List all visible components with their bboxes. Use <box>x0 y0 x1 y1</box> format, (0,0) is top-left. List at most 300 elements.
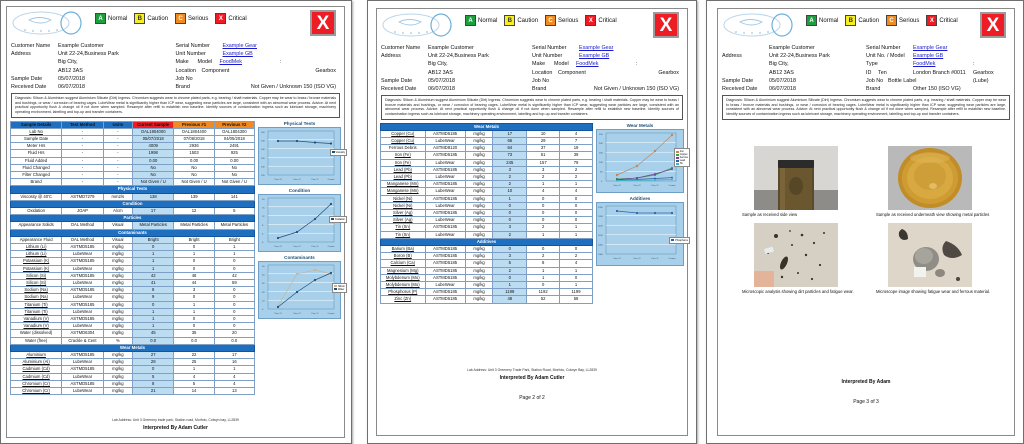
chart-legend <box>332 283 347 293</box>
field-value: 06/07/2018 <box>769 85 796 92</box>
cell-value: 41 <box>132 279 173 286</box>
photo-caption: Microscope image showing fatigue wear and ferrous material. <box>876 288 991 294</box>
chart-legend <box>674 148 690 167</box>
cell-value: 0 <box>527 281 560 288</box>
cell-value: 73 <box>493 152 527 159</box>
cell-value: A/cm <box>103 207 132 214</box>
cell-value: No <box>132 171 173 178</box>
cell-value: mg/kg <box>103 366 132 373</box>
diagnosis-text: Diagnosis: Silicon & Aluminium suggest Aluminium Silicate (Dirt) Ingress. Chromium suggests wear to chrome plated parts, e.g. bearing / shaft materials. Copper may be wear to brass / bronze materials and bushings, or wear / corrosion of bearing cages. LubeWear metal is significantly higher than ICP wear, suggesting wear particles are large, consistent with an abnormal wear process. Advice: At next practical opportunity flush & change oil if not done when sampled. Resample after refill to establish new baseline. Identify sources of contamination ingress such as lubricant storage, machinery operating environment, labelling and top-up and transfer containers. <box>722 95 1010 119</box>
cell-value: 42 <box>132 272 173 279</box>
row-label[interactable]: Titanium (Ti) <box>11 308 62 315</box>
cell-value: 2 <box>493 267 527 274</box>
cell-value: 3 <box>493 224 527 231</box>
cell-value: 1 <box>560 224 593 231</box>
cell-value: mg/kg <box>465 274 493 281</box>
row-label[interactable]: Copper (Cu) <box>381 130 426 137</box>
row-label[interactable]: Boron (B) <box>381 253 426 260</box>
customer-fields <box>11 42 176 91</box>
field-row <box>722 60 866 68</box>
footer-page-number: Page 3 of 3 <box>853 399 879 405</box>
row-label[interactable]: Copper (Cu) <box>381 137 426 144</box>
page-1-body <box>7 121 344 396</box>
table-row <box>381 166 593 173</box>
status-badge-critical: X <box>980 12 1006 38</box>
page-2-footer <box>377 368 687 401</box>
cell-value: 19 <box>560 145 593 152</box>
field-row <box>866 52 1010 60</box>
cell-value: mg/kg <box>465 224 493 231</box>
row-label[interactable]: Iron (Fe) <box>381 159 426 166</box>
svg-text:Prev #3: Prev #3 <box>274 245 282 248</box>
field-row <box>176 50 341 58</box>
table-row <box>11 279 255 286</box>
legend-swatch-normal: A <box>95 13 106 24</box>
field-value-link[interactable]: Example Gear <box>222 43 257 49</box>
cell-value: 51 <box>527 152 560 159</box>
field-row <box>176 83 341 91</box>
cell-value: Bright <box>132 236 173 243</box>
cell-value: 04/05/2018 <box>214 135 254 142</box>
section-title: Particles <box>11 215 255 222</box>
cell-value: mg/kg <box>465 181 493 188</box>
chart-svg <box>597 130 682 192</box>
cell-value: ASTMD6304 <box>62 330 103 337</box>
row-label[interactable]: Aluminium <box>11 352 62 359</box>
row-label[interactable]: Manganese (Mn) <box>381 188 426 195</box>
svg-text:30: 30 <box>262 282 265 285</box>
legend-item-serious <box>175 13 208 24</box>
legend-label-critical: Critical <box>228 15 247 22</box>
field-value: Big City, <box>58 59 78 66</box>
row-label[interactable]: Lead (Pb) <box>381 173 426 180</box>
field-extra: Gearbox (Lube) <box>973 69 994 84</box>
cell-value: ASTMD7279 <box>62 193 103 200</box>
table-row <box>11 164 255 171</box>
row-label[interactable]: Tin (Sn) <box>381 231 426 238</box>
photo-microscope-fatigue-wear <box>888 223 972 287</box>
row-label[interactable]: Lab No <box>11 128 62 135</box>
table-row <box>11 359 255 366</box>
photo-sample-side-view <box>754 146 838 210</box>
section-title: Physical Tests <box>11 186 255 193</box>
cell-value: JOAP <box>62 207 103 214</box>
svg-text:Current: Current <box>668 184 676 187</box>
table-row <box>381 281 593 288</box>
table-row <box>11 323 255 330</box>
legend-swatch-critical: X <box>926 15 937 26</box>
cell-value: 1 <box>527 181 560 188</box>
field-value-link[interactable]: Example Gear <box>579 45 614 51</box>
cell-value: Metal Particles <box>132 222 173 229</box>
cell-value: ASTMD8120 <box>425 145 465 152</box>
legend-item-normal <box>465 15 497 26</box>
cell-value: ASTMD5185 <box>425 289 465 296</box>
row-label[interactable]: Aluminium (Al) <box>11 359 62 366</box>
legend-label-serious: Serious <box>188 15 209 22</box>
row-label[interactable]: Silver (Ag) <box>381 209 426 216</box>
cell-value: LubeWear <box>425 231 465 238</box>
legend-item-normal <box>806 15 838 26</box>
page-1-fields <box>11 42 340 91</box>
svg-text:140: 140 <box>261 148 265 151</box>
legend-series-name: Tin <box>679 162 683 166</box>
legend-item-caution <box>845 15 879 26</box>
chart-svg <box>259 195 339 251</box>
svg-text:0: 0 <box>262 241 264 244</box>
cell-value: 4 <box>174 373 214 380</box>
field-label: Location <box>532 69 553 76</box>
field-row <box>532 52 683 60</box>
row-label[interactable]: Silver (Ag) <box>381 217 426 224</box>
row-label: Viscosity @ 40'C <box>11 193 62 200</box>
chart-title: Condition <box>288 187 311 193</box>
cell-value: 48 <box>174 272 214 279</box>
cell-value: ASTMD5185 <box>425 245 465 252</box>
cell-value: ASTMD5185 <box>425 224 465 231</box>
cell-value: 9 <box>132 294 173 301</box>
row-label[interactable]: Cadmium (Cd) <box>11 373 62 380</box>
legend-series-name: Silicon <box>337 284 345 288</box>
table-row <box>381 181 593 188</box>
cell-value: 0 <box>174 323 214 330</box>
cell-value: 5 <box>132 373 173 380</box>
cell-value: mg/kg <box>465 188 493 195</box>
row-label: Appearance Fluid <box>11 236 62 243</box>
legend-label-normal: Normal <box>108 15 128 22</box>
field-value: AB12 3AS <box>58 67 83 74</box>
status-badge-critical: X <box>653 12 679 38</box>
legend-item-normal <box>95 13 127 24</box>
row-label[interactable]: Magnesium (Mg) <box>381 267 426 274</box>
cell-value: 2 <box>560 253 593 260</box>
field-value: 05/07/2018 <box>769 77 796 84</box>
cell-value: 64 <box>493 145 527 152</box>
cell-value: 1 <box>132 258 173 265</box>
cell-value: - <box>62 135 103 142</box>
cell-value: LubeWear <box>62 373 103 380</box>
table-row <box>11 150 255 157</box>
legend-series-name: Copper <box>679 153 688 157</box>
svg-text:Prev #3: Prev #3 <box>274 178 282 181</box>
chart-plot-area <box>258 194 345 252</box>
table-row <box>381 289 593 296</box>
field-label: Component <box>201 67 230 74</box>
svg-text:Prev #2: Prev #2 <box>633 184 641 187</box>
cell-value: - <box>62 171 103 178</box>
legend-label-caution: Caution <box>858 17 880 24</box>
field-value: AB12 3AS <box>769 69 794 76</box>
page-1-footer <box>7 418 344 431</box>
cell-value: 2 <box>560 173 593 180</box>
cell-value: 1 <box>132 308 173 315</box>
cell-value: ASTMD5185 <box>425 274 465 281</box>
cell-value: - <box>103 128 132 135</box>
page-3-header <box>718 9 1014 93</box>
svg-text:Prev #3: Prev #3 <box>613 184 621 187</box>
cell-value: 22 <box>174 352 214 359</box>
cell-value: 0.0 <box>132 337 173 344</box>
table-row <box>11 337 255 344</box>
table-row <box>381 152 593 159</box>
cell-value: 0 <box>560 274 593 281</box>
field-value-link[interactable]: FoodMek <box>576 61 599 68</box>
cell-value: 0 <box>214 258 254 265</box>
table-row <box>11 352 255 359</box>
legend-series-name: Iron <box>679 150 684 154</box>
col-sample-details: Sample Details <box>11 121 62 128</box>
cell-value: 1 <box>214 366 254 373</box>
field-extra: : <box>636 61 638 68</box>
row-label[interactable]: Manganese (Mn) <box>381 181 426 188</box>
row-label[interactable]: Lead (Pb) <box>381 166 426 173</box>
row-label[interactable]: Silicon (Si) <box>11 279 62 286</box>
cell-value: mg/kg <box>465 137 493 144</box>
row-label[interactable]: Molybdenum (Mo) <box>381 274 426 281</box>
table-row <box>381 267 593 274</box>
table-row <box>381 188 593 195</box>
cell-value: 2491 <box>214 143 254 150</box>
cell-value: 4 <box>214 373 254 380</box>
page-2-fields <box>381 44 683 93</box>
cell-value: 13 <box>214 388 254 395</box>
footer-interpreted-by: Interpreted By Adam Cutler <box>143 425 208 431</box>
cell-value: 1 <box>132 251 173 258</box>
legend-label-caution: Caution <box>147 15 169 22</box>
cell-value: 5 <box>174 380 214 387</box>
chart-additives <box>596 195 688 266</box>
field-label: Job No <box>175 75 193 82</box>
cell-value: 59 <box>214 279 254 286</box>
svg-text:135: 135 <box>261 157 265 160</box>
row-label[interactable]: Lithium (Li) <box>11 251 62 258</box>
field-value-link[interactable]: Example GB <box>222 51 253 58</box>
field-extra: Other 150 (ISO VG) <box>913 85 961 92</box>
row-label[interactable]: Sodium (Na) <box>11 287 62 294</box>
field-label <box>11 58 58 66</box>
table-section-header <box>11 215 255 222</box>
legend-swatch-normal: A <box>465 15 476 26</box>
cell-value: mg/kg <box>465 245 493 252</box>
cell-value: 0 <box>214 301 254 308</box>
cell-value: mg/kg <box>103 243 132 250</box>
field-value-link[interactable]: Example GB <box>913 53 944 60</box>
chart-physical-tests <box>258 120 345 185</box>
svg-text:150: 150 <box>599 152 603 154</box>
table-row <box>381 159 593 166</box>
cell-value: mg/kg <box>465 152 493 159</box>
row-label[interactable]: Potassium (K) <box>11 258 62 265</box>
svg-text:Prev #1: Prev #1 <box>651 257 659 260</box>
legend-series-name: Viscosity <box>335 150 345 154</box>
svg-text:0: 0 <box>262 308 264 311</box>
cell-value: mg/kg <box>103 315 132 322</box>
table-section-header <box>11 229 255 236</box>
page-2-results-body <box>381 123 593 303</box>
page-1-header <box>7 7 344 91</box>
cell-value: ASTMD5185 <box>62 315 103 322</box>
asset-fields <box>532 44 683 93</box>
photo-cell <box>866 146 1000 223</box>
field-row <box>532 69 683 77</box>
svg-text:12: 12 <box>262 215 265 218</box>
row-label[interactable]: Iron (Fe) <box>381 152 426 159</box>
svg-text:8: 8 <box>262 224 264 227</box>
cell-value: mg/kg <box>103 352 132 359</box>
row-label[interactable]: Silicon (Si) <box>11 272 62 279</box>
cell-value: 925 <box>214 150 254 157</box>
cell-value: 2 <box>493 181 527 188</box>
legend-swatch-caution: B <box>134 13 145 24</box>
row-label[interactable]: Molybdenum (Mo) <box>381 281 426 288</box>
cell-value: No <box>174 164 214 171</box>
row-label: Fluid Hrs <box>11 150 62 157</box>
cell-value: ASTMD5185 <box>425 166 465 173</box>
field-extra: Not Given / Unknown 150 (ISO VG) <box>593 85 679 92</box>
col-previous-1: Previous #1 <box>174 121 214 128</box>
table-section-header <box>381 123 593 130</box>
cell-value: 0 <box>132 301 173 308</box>
table-row <box>11 251 255 258</box>
table-row <box>381 274 593 281</box>
field-label: Received Date <box>722 85 758 92</box>
field-value-link[interactable]: FoodMek <box>913 61 936 68</box>
cell-value: LubeWear <box>425 281 465 288</box>
cell-value: 3 <box>493 253 527 260</box>
row-label[interactable]: Titanium (Ti) <box>11 301 62 308</box>
cell-value: 4009 <box>132 143 173 150</box>
cell-value: Bright <box>214 236 254 243</box>
row-label[interactable]: Sodium (Na) <box>11 294 62 301</box>
cell-value: 0 <box>174 294 214 301</box>
field-label <box>381 69 428 77</box>
cell-value: ASTMD5185 <box>425 130 465 137</box>
row-label[interactable]: Calcium (Ca) <box>381 260 426 267</box>
row-label[interactable]: Cadmium (Cd) <box>11 366 62 373</box>
row-label[interactable]: Vanadium (V) <box>11 315 62 322</box>
table-row <box>11 128 255 135</box>
field-value-link[interactable]: FoodMek <box>219 59 242 66</box>
cell-value: mg/kg <box>465 195 493 202</box>
legend-item-caution <box>134 13 168 24</box>
row-label: Fluid Changed <box>11 164 62 171</box>
field-row <box>722 52 866 60</box>
cell-value: 0 <box>560 245 593 252</box>
legend-label-critical: Critical <box>598 17 617 24</box>
cell-value: 141 <box>214 193 254 200</box>
cell-value: mg/kg <box>103 287 132 294</box>
cell-value: 1 <box>527 231 560 238</box>
row-label[interactable]: Lithium (Li) <box>11 243 62 250</box>
field-extra: : <box>279 59 281 66</box>
field-value: 06/07/2018 <box>428 85 455 92</box>
cell-value: mg/kg <box>103 294 132 301</box>
row-label[interactable]: Tin (Sn) <box>381 224 426 231</box>
legend-series-name: Phosphorus <box>675 238 688 242</box>
svg-text:Current: Current <box>327 178 335 181</box>
cell-value: ASTMD5185 <box>425 181 465 188</box>
cell-value: Not Given / U <box>214 179 254 186</box>
cell-value: ASTMD5185 <box>425 260 465 267</box>
col-test-method: Test Method <box>62 121 103 128</box>
field-row <box>176 75 341 83</box>
field-label: Address <box>381 53 401 60</box>
cell-value: 0.00 <box>214 157 254 164</box>
svg-text:20: 20 <box>262 291 265 294</box>
cell-value: - <box>103 143 132 150</box>
wear-metals-additives-table <box>380 123 593 304</box>
field-row <box>722 44 866 52</box>
cell-value: 0 <box>132 366 173 373</box>
cell-value: 37 <box>527 145 560 152</box>
cell-value: mg/kg <box>103 251 132 258</box>
field-extra: : <box>973 61 975 68</box>
table-row <box>11 265 255 272</box>
field-row <box>381 69 532 77</box>
cell-value: 1 <box>174 251 214 258</box>
table-row <box>381 137 593 144</box>
cell-value: Metal Particles <box>214 222 254 229</box>
chart-plot-area <box>258 127 345 185</box>
cell-value: 0 <box>214 315 254 322</box>
chart-contaminants <box>258 254 345 319</box>
cell-value: mg/kg <box>465 253 493 260</box>
row-label[interactable]: Phosphorus (P) <box>381 289 426 296</box>
diagnosis-text: Diagnosis: Silicon & Aluminium suggest Aluminium Silicate (Dirt) Ingress. Chromium suggests wear to chrome plated parts, e.g. bearing / shaft materials. Copper may be wear to brass / bronze materials and bushings, or wear / corrosion of bearing cages. LubeWear metal is significantly higher than ICP wear, suggesting wear particles are large, consistent with an abnormal wear process. Advice: At next practical opportunity flush & change oil if not done when sampled. Resample after refill to establish new baseline. Identify sources of contamination ingress such as lubricant storage, machinery operating environment, labelling and top-up and transfer containers. <box>381 95 683 119</box>
cell-value: ASTMD5185 <box>425 267 465 274</box>
table-row <box>11 315 255 322</box>
photo-microscopic-dirt-particles <box>754 223 838 287</box>
cell-value: mg/kg <box>465 267 493 274</box>
row-label[interactable]: Chromium (Cr) <box>11 380 62 387</box>
table-row <box>11 287 255 294</box>
cell-value: 0 <box>527 202 560 209</box>
cell-value: mg/kg <box>465 217 493 224</box>
field-row <box>11 58 176 66</box>
svg-text:16: 16 <box>262 207 265 209</box>
col-previous-2: Previous #2 <box>214 121 254 128</box>
field-value: AB12 3AS <box>428 69 453 76</box>
svg-text:Prev #2: Prev #2 <box>633 257 641 260</box>
field-value-link[interactable]: Example GB <box>579 53 610 60</box>
row-label[interactable]: Potassium (K) <box>11 265 62 272</box>
row-label[interactable]: Chromium (Cr) <box>11 388 62 395</box>
legend-swatch-critical: X <box>215 13 226 24</box>
svg-text:Prev #1: Prev #1 <box>311 178 319 181</box>
field-label: Sample Date <box>381 77 413 84</box>
row-label[interactable]: Nickel (Ni) <box>381 202 426 209</box>
svg-text:Current: Current <box>327 312 335 315</box>
row-label[interactable]: Barium (Ba) <box>381 245 426 252</box>
cell-value: 16 <box>214 359 254 366</box>
legend-label-serious: Serious <box>899 17 920 24</box>
row-label[interactable]: Nickel (Ni) <box>381 195 426 202</box>
cell-value: LubeWear <box>62 279 103 286</box>
svg-text:1000: 1000 <box>598 253 603 256</box>
field-label: Unit Number <box>532 53 563 60</box>
cell-value: 0 <box>560 202 593 209</box>
svg-text:200: 200 <box>599 142 603 145</box>
legend-series-name: Oxidation <box>334 217 345 221</box>
row-label[interactable]: Vanadium (V) <box>11 323 62 330</box>
table-row <box>381 260 593 267</box>
field-label: Job No <box>532 77 550 84</box>
cell-value: 1 <box>527 274 560 281</box>
field-value-link[interactable]: Example Gear <box>913 45 948 51</box>
cell-value: 25 <box>174 359 214 366</box>
row-label[interactable]: Zinc (Zn) <box>381 296 426 303</box>
cell-value: mg/kg <box>103 279 132 286</box>
